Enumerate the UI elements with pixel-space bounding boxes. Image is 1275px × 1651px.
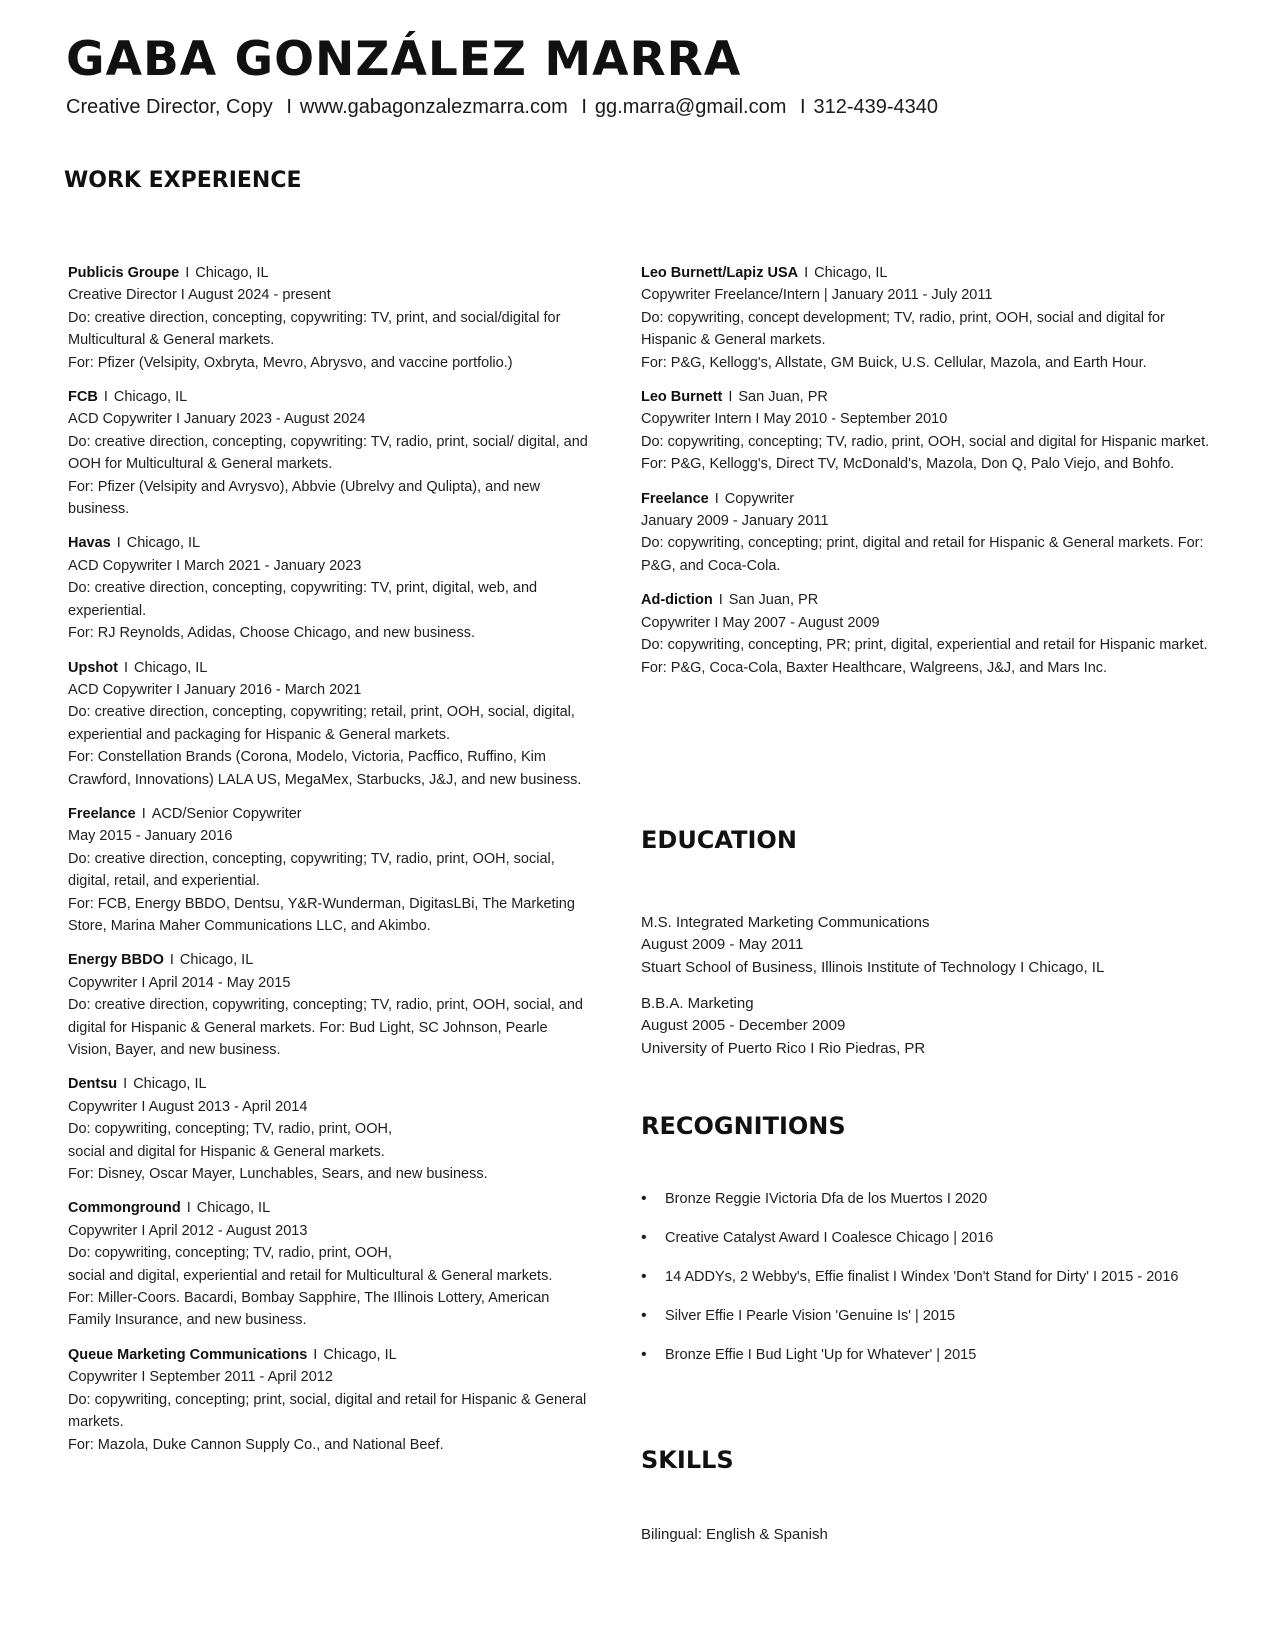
job-location: ACD/Senior Copywriter xyxy=(151,805,302,822)
job-org: Queue Marketing Communications xyxy=(68,1346,308,1363)
separator: I xyxy=(141,805,146,822)
job-detail: For: Pfizer (Velsipity, Oxbryta, Mevro, Abrysvo, and vaccine portfolio.) xyxy=(68,354,513,371)
work-experience-heading: WORK EXPERIENCE xyxy=(64,168,302,193)
job-org: Upshot xyxy=(68,659,118,676)
job-detail: For: Disney, Oscar Mayer, Lunchables, Sears, and new business. xyxy=(68,1166,488,1183)
job-location: Chicago, IL xyxy=(113,389,188,406)
contact-line xyxy=(66,96,938,119)
job-org: Publicis Groupe xyxy=(68,265,180,281)
separator: I xyxy=(581,96,587,118)
job-org: Leo Burnett xyxy=(641,389,723,406)
job-detail: Copywriter I September 2011 - April 2012 xyxy=(68,1369,333,1386)
recognition-text: Silver Effie I Pearle Vision 'Genuine Is' | 2015 xyxy=(665,1308,956,1324)
list-item xyxy=(641,1344,1251,1383)
recognition-text: Bronze Reggie IVictoria Dfa de los Muertos I 2020 xyxy=(665,1191,988,1207)
separator: I xyxy=(169,952,174,969)
job-org: Energy BBDO xyxy=(68,952,164,969)
job-location: Chicago, IL xyxy=(196,1200,271,1217)
separator: I xyxy=(804,265,809,281)
job-detail: Do: creative direction, concepting, copywriting; TV, radio, print, OOH, social, digital, retail, and experiential. xyxy=(68,850,555,890)
job-entry xyxy=(68,386,588,520)
separator: I xyxy=(185,265,190,281)
separator: I xyxy=(116,535,121,552)
job-entry xyxy=(641,262,1221,374)
education-dates: August 2005 - December 2009 xyxy=(641,1017,846,1035)
job-detail: ACD Copywriter I March 2021 - January 2023 xyxy=(68,557,362,574)
job-detail: Copywriter Freelance/Intern | January 2011 - July 2011 xyxy=(641,287,993,304)
job-detail: Do: copywriting, concepting; TV, radio, print, OOH, xyxy=(68,1245,392,1262)
job-detail: For: P&G, Kellogg's, Direct TV, McDonald's, Mazola, Don Q, Palo Viejo, and Bohfo. xyxy=(641,456,1175,473)
separator: I xyxy=(799,96,806,118)
education-entry xyxy=(641,912,1104,979)
list-item xyxy=(641,1305,1251,1344)
job-entry xyxy=(641,488,1221,578)
education-entry xyxy=(641,993,925,1060)
recognition-text: Creative Catalyst Award I Coalesce Chicago | 2016 xyxy=(665,1230,994,1246)
separator: I xyxy=(286,96,292,118)
phone-number: 312-439-4340 xyxy=(813,96,939,118)
job-org: Leo Burnett/Lapiz USA xyxy=(641,265,799,281)
work-experience-right-column xyxy=(641,262,1221,691)
separator: I xyxy=(186,1200,191,1217)
job-detail: Copywriter I May 2007 - August 2009 xyxy=(641,614,880,631)
list-item xyxy=(641,1227,1251,1266)
job-detail: Do: creative direction, concepting, copywriting; retail, print, OOH, social, digital, experiential and packaging for Hispanic & General markets. xyxy=(68,704,575,743)
job-detail: Copywriter I April 2012 - August 2013 xyxy=(68,1222,308,1239)
job-location: Chicago, IL xyxy=(814,265,888,281)
separator: I xyxy=(718,592,723,609)
bullet-icon: • xyxy=(641,1346,647,1363)
job-detail: Do: copywriting, concepting; TV, radio, print, OOH, social and digital for Hispanic market. xyxy=(641,433,1210,450)
separator: I xyxy=(728,389,733,406)
degree: B.B.A. Marketing xyxy=(641,995,754,1012)
job-org: Ad-diction xyxy=(641,592,713,609)
separator: I xyxy=(313,1346,318,1363)
bullet-icon: • xyxy=(641,1190,647,1207)
job-entry xyxy=(68,1073,588,1185)
job-detail: Copywriter I April 2014 - May 2015 xyxy=(68,974,291,991)
job-detail: Do: copywriting, concepting; print, digital and retail for Hispanic & General markets. For: P&G, and Coca-Cola. xyxy=(641,535,1204,574)
recognitions-list xyxy=(641,1188,1251,1383)
job-entry xyxy=(68,532,588,644)
job-location: San Juan, PR xyxy=(738,389,828,406)
bullet-icon: • xyxy=(641,1229,647,1246)
job-entry xyxy=(68,949,588,1061)
job-detail: Copywriter I August 2013 - April 2014 xyxy=(68,1098,308,1115)
job-detail: social and digital for Hispanic & General markets. xyxy=(68,1143,385,1160)
job-detail: ACD Copywriter I January 2023 - August 2024 xyxy=(68,411,366,428)
job-location: Chicago, IL xyxy=(133,659,208,676)
job-location: Chicago, IL xyxy=(179,952,254,969)
job-detail: For: Miller-Coors. Bacardi, Bombay Sapphire, The Illinois Lottery, American Family Insurance, and new business. xyxy=(68,1290,550,1329)
job-entry xyxy=(68,1197,588,1331)
education-heading: EDUCATION xyxy=(641,826,797,854)
separator: I xyxy=(123,659,128,676)
job-detail: May 2015 - January 2016 xyxy=(68,828,233,845)
list-item xyxy=(641,1188,1251,1227)
website-link[interactable]: www.gabagonzalezmarra.com xyxy=(299,96,568,118)
job-entry xyxy=(68,803,588,937)
education-dates: August 2009 - May 2011 xyxy=(641,936,804,954)
job-org: Commonground xyxy=(68,1200,181,1217)
school: University of Puerto Rico I Rio Piedras, PR xyxy=(641,1039,926,1057)
recognitions-heading: RECOGNITIONS xyxy=(641,1112,846,1140)
job-org: Freelance xyxy=(68,805,136,822)
job-entry xyxy=(68,262,588,374)
job-detail: For: Pfizer (Velsipity and Avrysvo), Abbvie (Ubrelvy and Qulipta), and new business. xyxy=(68,478,541,518)
job-detail: Do: creative direction, copywriting, concepting; TV, radio, print, OOH, social, and digital for Hispanic & General markets. For: Bud Light, SC Johnson, Pearle Vision, Bayer, and new business. xyxy=(68,997,583,1058)
job-detail: Do: creative direction, concepting, copywriting: TV, print, and social/digital for Multicultural & General markets. xyxy=(68,309,561,349)
degree: M.S. Integrated Marketing Communications xyxy=(641,914,930,931)
bullet-icon: • xyxy=(641,1268,647,1285)
candidate-name: GABA GONZÁLEZ MARRA xyxy=(66,32,742,87)
job-location: Copywriter xyxy=(724,490,795,507)
job-detail: Do: copywriting, concepting, PR; print, digital, experiential and retail for Hispanic market. For: P&G, Coca-Cola, Baxter Healthcare, Walgreens, J&J, and Mars Inc. xyxy=(641,637,1208,676)
job-entry xyxy=(68,657,588,791)
job-detail: Do: copywriting, concept development; TV, radio, print, OOH, social and digital for Hispanic & General markets. xyxy=(641,309,1165,349)
job-entry xyxy=(641,589,1221,679)
job-entry xyxy=(68,1344,588,1456)
job-org: Freelance xyxy=(641,490,709,507)
job-location: San Juan, PR xyxy=(728,592,819,609)
separator: I xyxy=(123,1076,128,1093)
job-location: Chicago, IL xyxy=(133,1076,207,1093)
recognition-text: 14 ADDYs, 2 Webby's, Effie finalist I Windex 'Don't Stand for Dirty' I 2015 - 2016 xyxy=(665,1269,1179,1285)
skills-heading: SKILLS xyxy=(641,1446,734,1474)
job-location: Chicago, IL xyxy=(323,1346,397,1363)
job-org: FCB xyxy=(68,389,98,406)
email-link[interactable]: gg.marra@gmail.com xyxy=(594,96,787,118)
job-entry xyxy=(641,386,1221,476)
separator: I xyxy=(103,389,108,406)
job-detail: Creative Director I August 2024 - present xyxy=(68,287,331,304)
job-location: Chicago, IL xyxy=(126,535,201,552)
job-detail: For: Constellation Brands (Corona, Modelo, Victoria, Pacffico, Ruffino, Kim Crawford, Innovations) LALA US, MegaMex, Starbucks, J&J, and new business. xyxy=(68,749,582,788)
job-detail: social and digital, experiential and retail for Multicultural & General markets. xyxy=(68,1267,553,1284)
job-detail: Do: copywriting, concepting; print, social, digital and retail for Hispanic & General markets. xyxy=(68,1391,587,1431)
job-detail: Copywriter Intern I May 2010 - September 2010 xyxy=(641,411,948,428)
list-item xyxy=(641,1266,1251,1305)
bullet-icon: • xyxy=(641,1307,647,1324)
job-org: Havas xyxy=(68,535,111,552)
job-detail: Do: creative direction, concepting, copywriting: TV, print, digital, web, and experiential. xyxy=(68,580,538,619)
work-experience-left-column xyxy=(68,262,588,1468)
job-detail: January 2009 - January 2011 xyxy=(641,513,829,530)
job-detail: For: FCB, Energy BBDO, Dentsu, Y&R-Wunderman, DigitasLBi, The Marketing Store, Marina Maher Communications LLC, and Akimbo. xyxy=(68,895,575,934)
school: Stuart School of Business, Illinois Institute of Technology I Chicago, IL xyxy=(641,958,1105,976)
job-detail: For: P&G, Kellogg's, Allstate, GM Buick, U.S. Cellular, Mazola, and Earth Hour. xyxy=(641,354,1147,371)
separator: I xyxy=(714,490,719,507)
recognition-text: Bronze Effie I Bud Light 'Up for Whatever' | 2015 xyxy=(665,1347,977,1363)
job-detail: Do: creative direction, concepting, copywriting: TV, radio, print, social/ digital, and OOH for Multicultural & General markets. xyxy=(68,433,588,473)
job-location: Chicago, IL xyxy=(195,265,269,281)
job-detail: For: RJ Reynolds, Adidas, Choose Chicago, and new business. xyxy=(68,625,476,642)
skill-item: Bilingual: English & Spanish xyxy=(641,1526,828,1543)
job-org: Dentsu xyxy=(68,1076,118,1093)
job-title: Creative Director, Copy xyxy=(66,96,273,118)
job-detail: Do: copywriting, concepting; TV, radio, print, OOH, xyxy=(68,1121,392,1138)
job-detail: For: Mazola, Duke Cannon Supply Co., and National Beef. xyxy=(68,1436,444,1453)
job-detail: ACD Copywriter I January 2016 - March 2021 xyxy=(68,681,362,698)
